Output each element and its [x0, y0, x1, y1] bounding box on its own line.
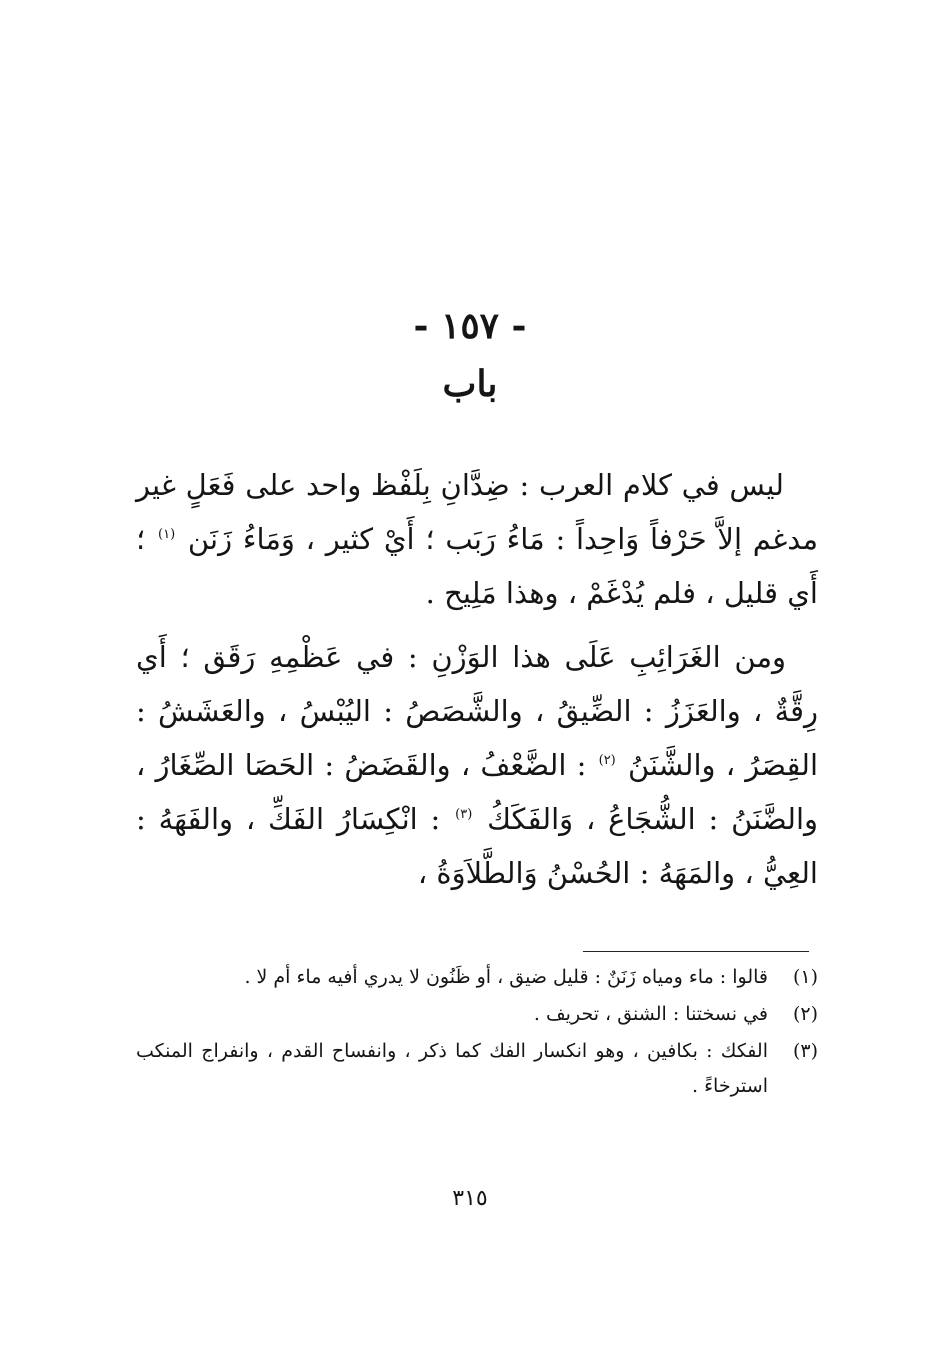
- footnote-text: قالوا : ماء ومياه زَنَنٌ : قليل ضيق ، أو ظَنُون لا يدري أفيه ماء أم لا .: [244, 966, 768, 988]
- paragraph-text: : انْكِسَارُ الفَكِّ ، والفَهَهُ : العِيُّ ، والمَهَهُ : الحُسْنُ وَالطَّلاَوَةُ ،: [136, 802, 818, 890]
- footnote-2: [136, 997, 818, 1032]
- footnote-marker-2[interactable]: (٢): [598, 753, 616, 769]
- paragraph-1: [136, 458, 818, 620]
- footnote-divider: [583, 951, 809, 952]
- paragraph-text: ومن الغَرَائِبِ عَلَى هذا الوَزْنِ : في عَظْمِهِ رَقَق ؛ أَي رِقَّةٌ ، والعَزَزُ : الضِّيقُ ، والشَّصَصُ : اليُبْسُ ، والعَشَشُ : القِصَرُ ، والشَّنَنُ: [136, 640, 819, 782]
- section-title: باب: [442, 363, 498, 405]
- footnote-1: [136, 960, 818, 995]
- paragraph-text: ليس في كلام العرب : ضِدَّانِ بِلَفْظ واحد على فَعَلٍ غير مدغم إلاَّ حَرْفاً وَاحِداً : مَاءُ رَبَب ؛ أَيْ كثير ، وَمَاءُ زَنَن: [136, 468, 819, 556]
- footnote-number: (٢): [792, 1003, 818, 1025]
- footnote-marker-3[interactable]: (٣): [455, 807, 473, 823]
- paragraph-text: : الضَّعْفُ ، والقَضَضُ : الحَصَا الصِّغَارُ ، والضَّنَنُ : الشُّجَاعُ ، وَالفَكَكُ: [136, 748, 819, 836]
- footnote-number: (١): [792, 966, 818, 988]
- footnotes: [136, 960, 818, 1106]
- footnote-text: في نسختنا : الشنق ، تحريف .: [533, 1003, 768, 1025]
- body-text: [136, 458, 818, 900]
- paragraph-2: [136, 630, 818, 900]
- footnote-number: (٣): [792, 1040, 818, 1062]
- page-number: ٣١٥: [452, 1186, 488, 1211]
- paragraph-text: ؛ أَي قليل ، فلم يُدْغَمْ ، وهذا مَلِيح .: [136, 522, 818, 610]
- footnote-text: الفكك : بكافين ، وهو انكسار الفك كما ذكر ، وانفساح القدم ، وانفراج المنكب استرخاءً .: [136, 1040, 768, 1097]
- section-number: - ١٥٧ -: [413, 305, 527, 347]
- footnote-3: [136, 1034, 818, 1104]
- footnote-marker-1[interactable]: (١): [158, 527, 176, 543]
